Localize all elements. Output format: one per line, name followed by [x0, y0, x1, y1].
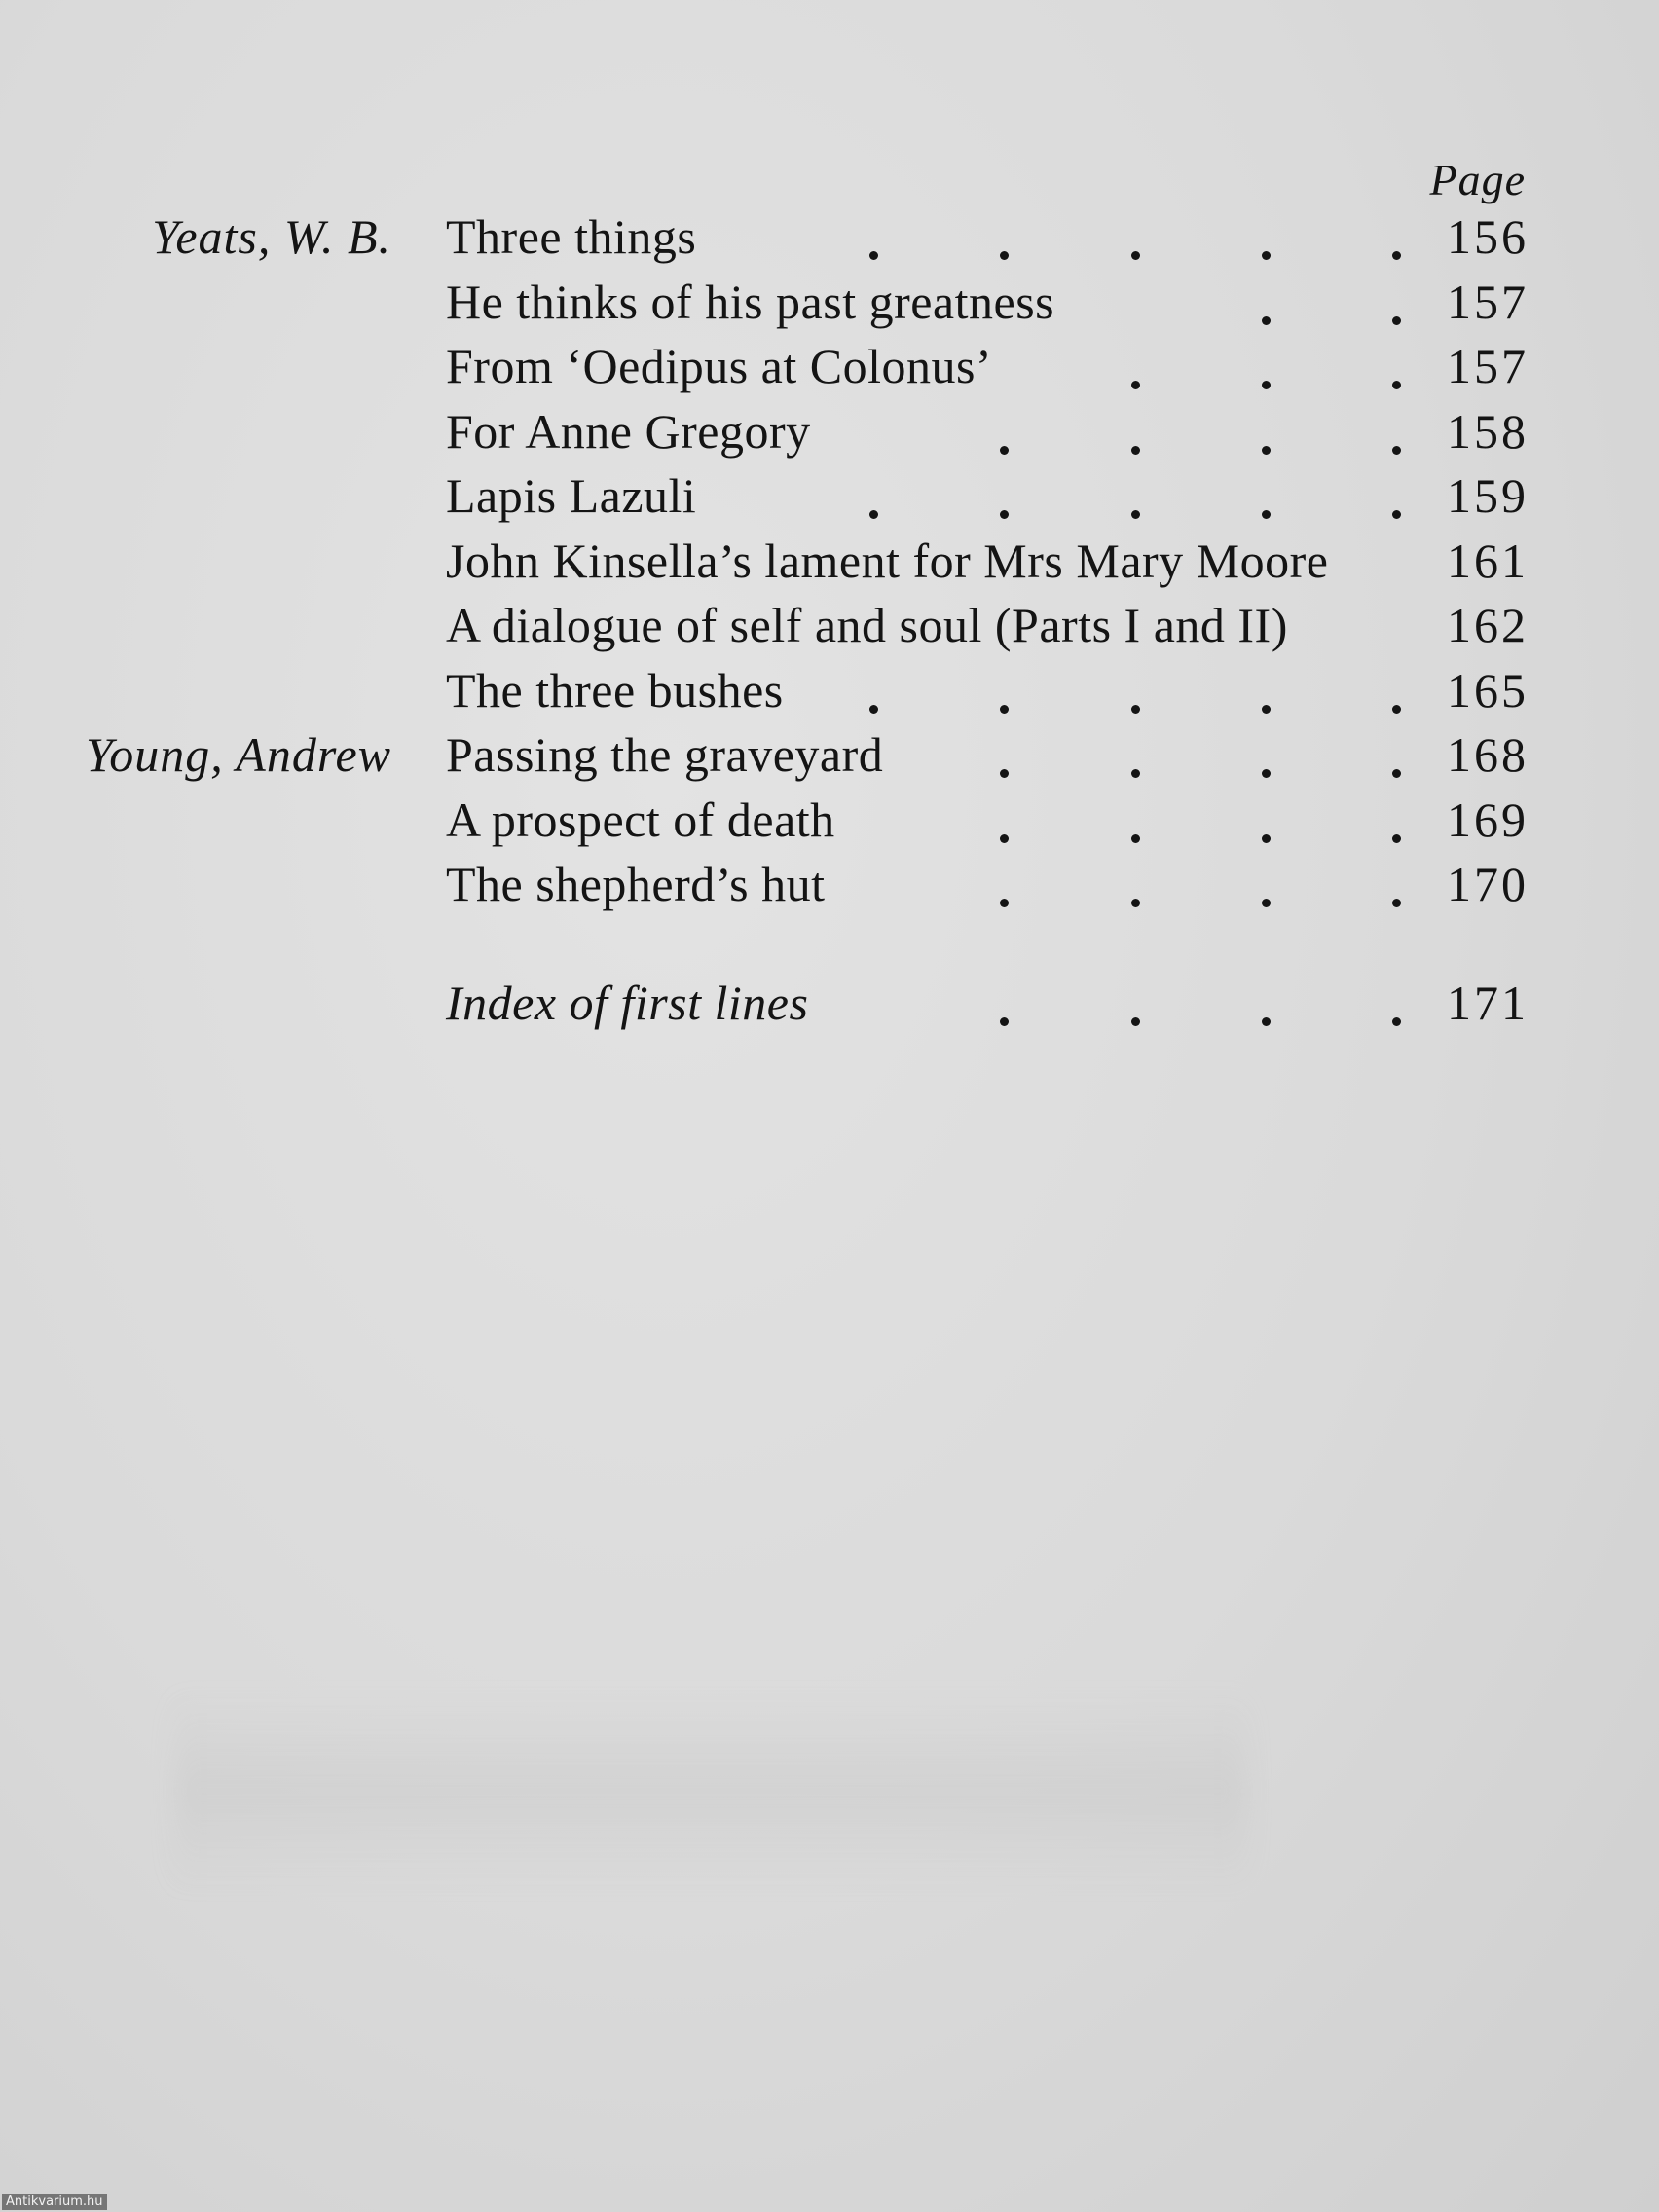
- leader-dot: [1000, 899, 1009, 907]
- contents-entry-row: [0, 662, 1659, 726]
- leader-dot: [1262, 446, 1271, 455]
- leader-dot: [1262, 510, 1271, 519]
- leader-dot: [1131, 834, 1140, 843]
- leader-dot: [1131, 251, 1140, 260]
- contents-entry-row: [0, 467, 1659, 532]
- entry-page-number: 157: [1447, 339, 1529, 393]
- index-entry-page: 171: [1447, 975, 1529, 1030]
- entry-title: For Anne Gregory: [446, 403, 811, 459]
- contents-entry-row: [0, 338, 1659, 402]
- leader-dot: [1000, 251, 1009, 260]
- contents-entry-row: [0, 403, 1659, 467]
- contents-entry-row: [0, 597, 1659, 661]
- bleed-through-shadow: [175, 1694, 1246, 1889]
- leader-dot: [869, 251, 878, 260]
- leader-dot: [1262, 381, 1271, 389]
- entry-title: Lapis Lazuli: [446, 468, 697, 523]
- entry-author: Yeats, W. B.: [152, 209, 391, 264]
- entry-page-number: 156: [1447, 209, 1529, 264]
- leader-dot: [1392, 899, 1401, 907]
- leader-dot: [1131, 769, 1140, 778]
- contents-entry-row: [0, 274, 1659, 338]
- contents-entry-row: [0, 856, 1659, 920]
- leader-dot: [1262, 834, 1271, 843]
- leader-dot: [1000, 769, 1009, 778]
- leader-dot: [1392, 834, 1401, 843]
- entry-page-number: 161: [1447, 533, 1529, 588]
- leader-dot: [1262, 251, 1271, 260]
- leader-dot: [1392, 510, 1401, 519]
- contents-entry-row: [0, 208, 1659, 273]
- leader-dot: [1131, 899, 1140, 907]
- entry-title: John Kinsella’s lament for Mrs Mary Moore: [446, 533, 1329, 588]
- entry-author: Young, Andrew: [85, 727, 391, 782]
- entry-page-number: 169: [1447, 792, 1529, 847]
- contents-entry-row: [0, 533, 1659, 597]
- leader-dot: [1392, 381, 1401, 389]
- leader-dot: [1262, 316, 1271, 325]
- leader-dot: [1000, 1017, 1009, 1026]
- leader-dot: [1131, 510, 1140, 519]
- leader-dot: [1262, 769, 1271, 778]
- entry-title: Passing the graveyard: [446, 727, 884, 782]
- leader-dot: [1000, 705, 1009, 714]
- leader-dot: [869, 705, 878, 714]
- contents-entry-row: [0, 726, 1659, 791]
- page-column-heading: Page: [1429, 155, 1526, 204]
- contents-entry-row: [0, 792, 1659, 856]
- leader-dot: [1392, 705, 1401, 714]
- entry-title: He thinks of his past greatness: [446, 274, 1055, 329]
- leader-dot: [1131, 381, 1140, 389]
- leader-dot: [1392, 446, 1401, 455]
- entry-page-number: 168: [1447, 727, 1529, 782]
- leader-dot: [1262, 1017, 1271, 1026]
- entry-page-number: 165: [1447, 662, 1529, 718]
- leader-dot: [1131, 1017, 1140, 1026]
- entry-title: The three bushes: [446, 662, 784, 718]
- leader-dot: [1262, 899, 1271, 907]
- entry-title: A prospect of death: [446, 792, 835, 847]
- entry-title: From ‘Oedipus at Colonus’: [446, 339, 993, 393]
- entry-page-number: 162: [1447, 598, 1529, 652]
- leader-dot: [1392, 769, 1401, 778]
- leader-dot: [1000, 834, 1009, 843]
- entry-page-number: 157: [1447, 274, 1529, 329]
- leader-dot: [1392, 1017, 1401, 1026]
- entry-title: The shepherd’s hut: [446, 857, 826, 911]
- index-entry-title: Index of first lines: [446, 975, 809, 1030]
- leader-dot: [1392, 251, 1401, 260]
- entry-page-number: 170: [1447, 857, 1529, 911]
- leader-dot: [1131, 446, 1140, 455]
- leader-dot: [869, 510, 878, 519]
- leader-dot: [1000, 510, 1009, 519]
- entry-page-number: 158: [1447, 403, 1529, 459]
- entry-title: A dialogue of self and soul (Parts I and II): [446, 598, 1288, 652]
- index-entry-row: [0, 975, 1659, 1039]
- leader-dot: [1392, 316, 1401, 325]
- leader-dot: [1000, 446, 1009, 455]
- entry-title: Three things: [446, 209, 697, 264]
- watermark-text: Antikvarium.hu: [2, 2194, 107, 2210]
- entry-page-number: 159: [1447, 468, 1529, 523]
- leader-dot: [1262, 705, 1271, 714]
- leader-dot: [1131, 705, 1140, 714]
